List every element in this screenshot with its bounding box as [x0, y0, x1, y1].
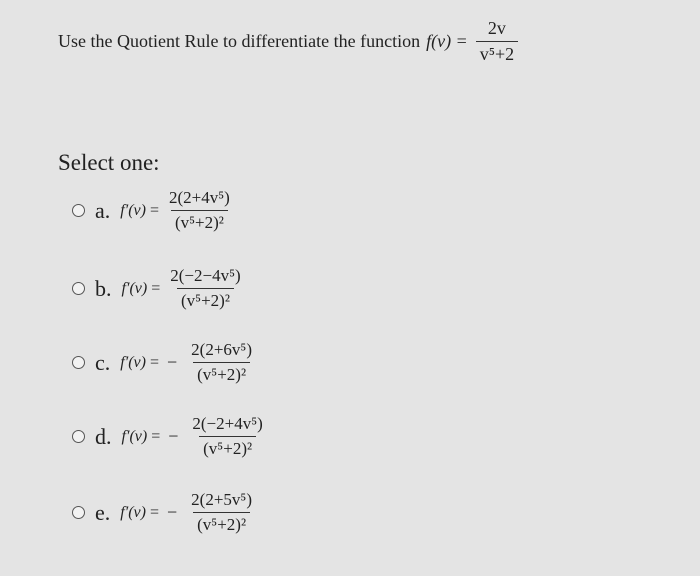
- option-d-eq: =: [151, 427, 161, 445]
- option-e-denominator: (v⁵+2)²: [193, 512, 250, 535]
- function-numerator: 2v: [487, 18, 506, 38]
- option-c[interactable]: [72, 340, 260, 385]
- option-d-denominator: (v⁵+2)²: [199, 436, 256, 459]
- option-e-fraction: [187, 490, 256, 535]
- option-d[interactable]: [72, 414, 271, 459]
- option-b-fraction: [166, 266, 244, 311]
- option-c-letter: c.: [95, 349, 111, 375]
- option-c-numerator: 2(2+6v⁵): [191, 340, 252, 359]
- option-d-lhs: f′(v): [121, 427, 148, 445]
- option-b-eq: =: [151, 279, 161, 297]
- option-d-numerator: 2(−2+4v⁵): [192, 414, 263, 433]
- option-c-denominator: (v⁵+2)²: [193, 362, 250, 385]
- option-b-denominator: (v⁵+2)²: [177, 288, 234, 311]
- option-a[interactable]: [72, 188, 238, 233]
- option-d-sign: −: [168, 426, 179, 446]
- option-b-letter: b.: [95, 275, 112, 301]
- option-a-radio[interactable]: [72, 204, 85, 217]
- function-fraction: [476, 18, 518, 65]
- option-a-denominator: (v⁵+2)²: [171, 210, 228, 233]
- option-b-numerator: 2(−2−4v⁵): [170, 266, 241, 285]
- option-a-eq: =: [149, 201, 159, 219]
- select-one-label: Select one:: [58, 150, 160, 175]
- option-e-letter: e.: [95, 499, 111, 525]
- option-c-radio[interactable]: [72, 356, 85, 369]
- option-e[interactable]: [72, 490, 260, 535]
- function-denominator: v⁵+2: [476, 41, 518, 65]
- option-c-lhs: f′(v): [120, 353, 146, 371]
- option-a-lhs: f′(v): [120, 201, 146, 219]
- option-a-fraction: [165, 188, 234, 233]
- option-d-radio[interactable]: [72, 430, 85, 443]
- option-e-radio[interactable]: [72, 506, 85, 519]
- option-a-numerator: 2(2+4v⁵): [169, 188, 230, 207]
- option-c-fraction: [187, 340, 256, 385]
- option-c-eq: =: [149, 353, 159, 371]
- option-d-letter: d.: [95, 423, 112, 449]
- option-b[interactable]: [72, 266, 249, 311]
- option-e-sign: −: [167, 502, 178, 522]
- option-a-letter: a.: [95, 197, 111, 223]
- option-e-lhs: f′(v): [120, 503, 146, 521]
- question-text: [58, 18, 522, 65]
- option-b-lhs: f′(v): [121, 279, 148, 297]
- function-lhs: f(v) =: [426, 31, 468, 51]
- question-stem: Use the Quotient Rule to differentiate the function: [58, 31, 421, 51]
- option-d-fraction: [188, 414, 266, 459]
- option-e-numerator: 2(2+5v⁵): [191, 490, 252, 509]
- option-e-eq: =: [149, 503, 159, 521]
- option-c-sign: −: [167, 352, 178, 372]
- option-b-radio[interactable]: [72, 282, 85, 295]
